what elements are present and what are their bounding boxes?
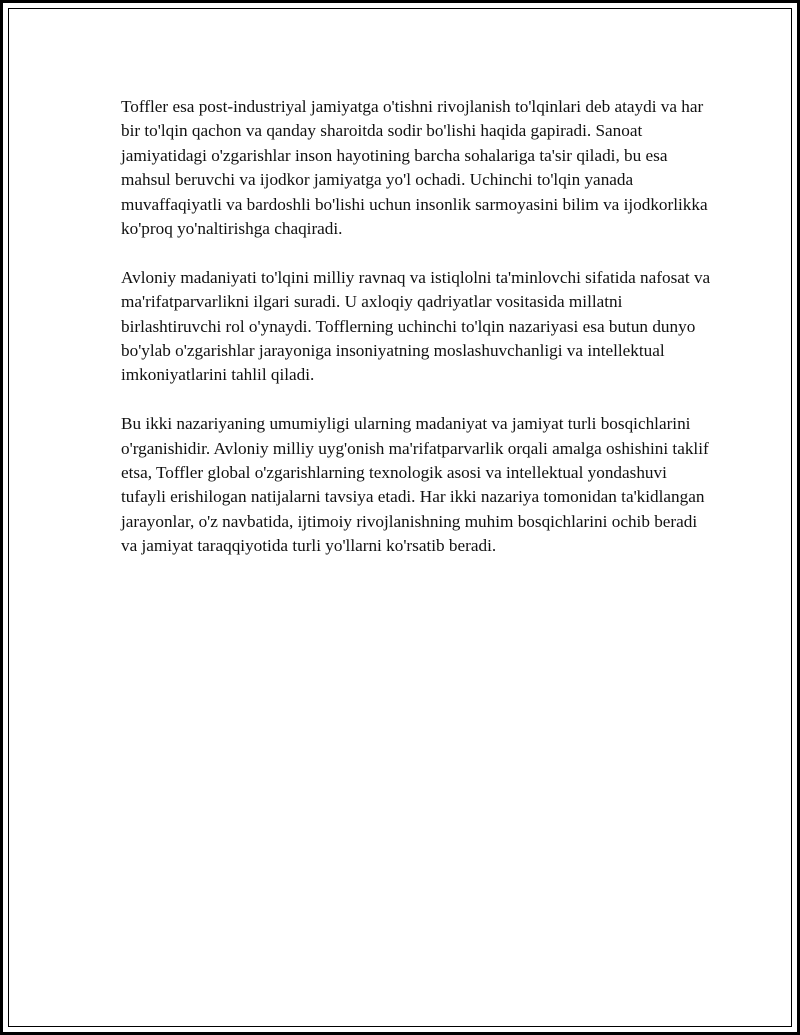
paragraph-3: Bu ikki nazariyaning umumiyligi ularning madaniyat va jamiyat turli bosqichlarini o'rganishidir. Avloniy milliy uyg'onish ma'rifatparvarlik orqali amalga oshishini taklif etsa, Toffler global o'zgarishlarning texnologik asosi va intellektual yondashuvi tufayli erishilogan natijalarni tavsiya etadi. Har ikki nazariya tomonidan ta'kidlangan jarayonlar, o'z navbatida, ijtimoiy rivojlanishning muhim bosqichlarini ochib beradi va jamiyat taraqqiyotida turli yo'llarni ko'rsatib beradi. (121, 414, 709, 556)
paragraph-1: Toffler esa post-industriyal jamiyatga o'tishni rivojlanish to'lqinlari deb ataydi va har bir to'lqin qachon va qanday sharoitda sodir bo'lishi haqida gapiradi. Sanoat jamiyatidagi o'zgarishlar inson hayotining barcha sohalariga ta'sir qiladi, bu esa mahsul beruvchi va ijodkor jamiyatga yo'l ochadi. Uchinchi to'lqin yanada muvaffaqiyatli va bardoshli bo'lishi uchun insonlik sarmoyasini bilim va ijodkorlikka ko'proq yo'naltirishga chaqiradi. (121, 97, 708, 239)
document-body (121, 95, 711, 583)
paragraph-2: Avloniy madaniyati to'lqini milliy ravnaq va istiqlolni ta'minlovchi sifatida nafosat va ma'rifatparvarlikni ilgari suradi. U axloqiy qadriyatlar vositasida millatni birlashtiruvchi rol o'ynaydi. Tofflerning uchinchi to'lqin nazariyasi esa butun dunyo bo'ylab o'zgarishlar jarayoniga insoniyatning moslashuvchanligi va intellektual imkoniyatlarini tahlil qiladi. (121, 267, 711, 385)
